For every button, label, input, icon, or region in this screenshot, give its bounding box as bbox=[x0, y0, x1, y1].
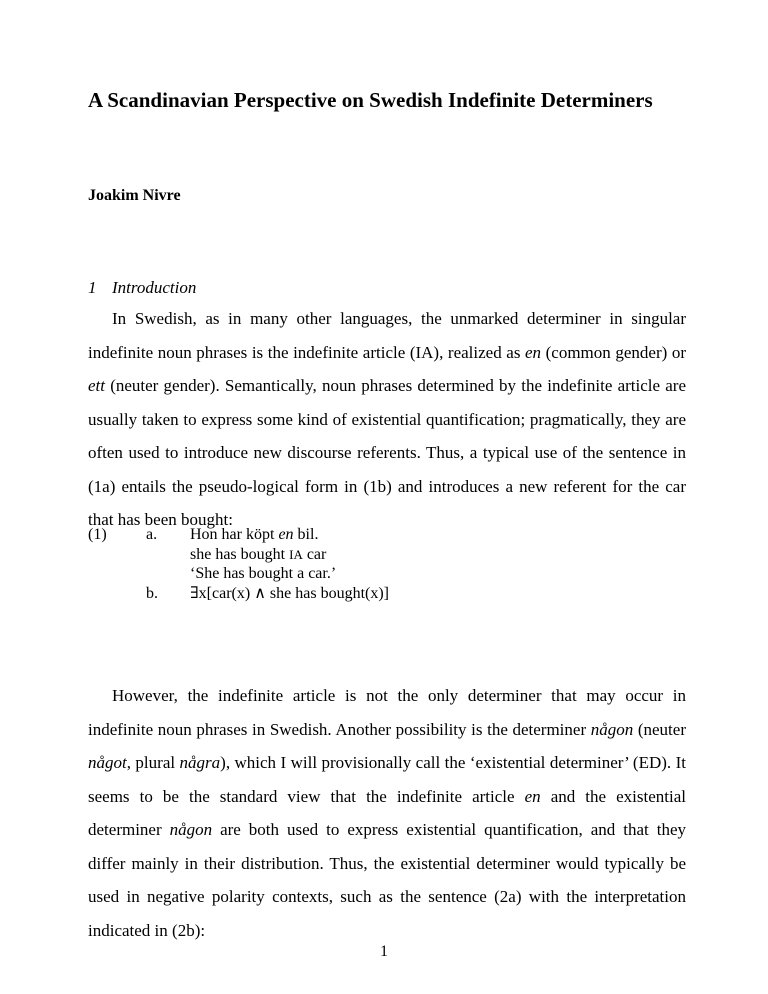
page-number: 1 bbox=[380, 943, 388, 960]
example-number: (1) bbox=[88, 526, 107, 543]
text-run: (neuter bbox=[633, 719, 686, 739]
text-run: car bbox=[302, 545, 327, 563]
smallcaps-gloss: IA bbox=[289, 546, 303, 562]
italic-term: någon bbox=[590, 719, 634, 739]
italic-term: någon bbox=[169, 820, 213, 839]
text-run: (common gender) or bbox=[541, 342, 686, 362]
text-run: bil. bbox=[293, 526, 319, 543]
italic-term: något bbox=[88, 753, 127, 772]
text-run: (neuter gender). Semantically, noun phrases determined by the indefinite article are usually taken to express some kind of existential quantification; pragmatically, they are often used to introduce new discourse referents. Thus, a typical use of the sentence in (1a) entails the pseudo-logical form in (1b) and introduces a new referent for the car that has been bought: bbox=[88, 376, 686, 529]
text-run: and the existential determiner bbox=[88, 786, 686, 839]
example-a-gloss bbox=[190, 545, 326, 565]
example-item-a-label: a. bbox=[146, 526, 158, 543]
paragraph-intro bbox=[88, 302, 686, 537]
author-name: Joakim Nivre bbox=[88, 187, 181, 204]
example-b-logical-form: ∃x[car(x) ∧ she has bought(x)] bbox=[190, 584, 389, 602]
italic-term: några bbox=[179, 753, 221, 772]
example-item-b-label: b. bbox=[146, 584, 158, 602]
paper-title: A Scandinavian Perspective on Swedish Indefinite Determiners bbox=[88, 88, 653, 112]
section-number: 1 bbox=[88, 278, 97, 297]
italic-term: en bbox=[278, 526, 294, 543]
section-heading bbox=[88, 278, 196, 298]
text-run: , plural bbox=[126, 753, 180, 772]
text-run: ), which I will provisionally call the ‘existential determiner’ (ED). It seems to be the standard view that the indefinite article bbox=[88, 753, 686, 806]
text-run: Hon har köpt bbox=[190, 526, 279, 543]
section-title: Introduction bbox=[112, 278, 197, 297]
text-run: In Swedish, as in many other languages, the unmarked determiner in singular indefinite noun phrases is the indefinite article (IA), realized as bbox=[88, 309, 686, 362]
text-run: However, the indefinite article is not the only determiner that may occur in indefinite noun phrases in Swedish. Another possibility is the determiner bbox=[88, 686, 686, 739]
text-run: she has bought bbox=[190, 545, 290, 563]
example-a-swedish bbox=[190, 525, 318, 545]
text-run: are both used to express existential quantification, and that they differ mainly in their distribution. Thus, the existential determiner would typically be used in negative polarity contexts, such as the sentence (2a) with the interpretation indicated in (2b): bbox=[88, 820, 686, 940]
italic-term: en bbox=[525, 342, 542, 362]
example-a-translation: ‘She has bought a car.’ bbox=[190, 565, 337, 582]
italic-term: ett bbox=[88, 376, 105, 395]
paragraph-existential bbox=[88, 679, 686, 947]
italic-term: en bbox=[524, 786, 541, 806]
